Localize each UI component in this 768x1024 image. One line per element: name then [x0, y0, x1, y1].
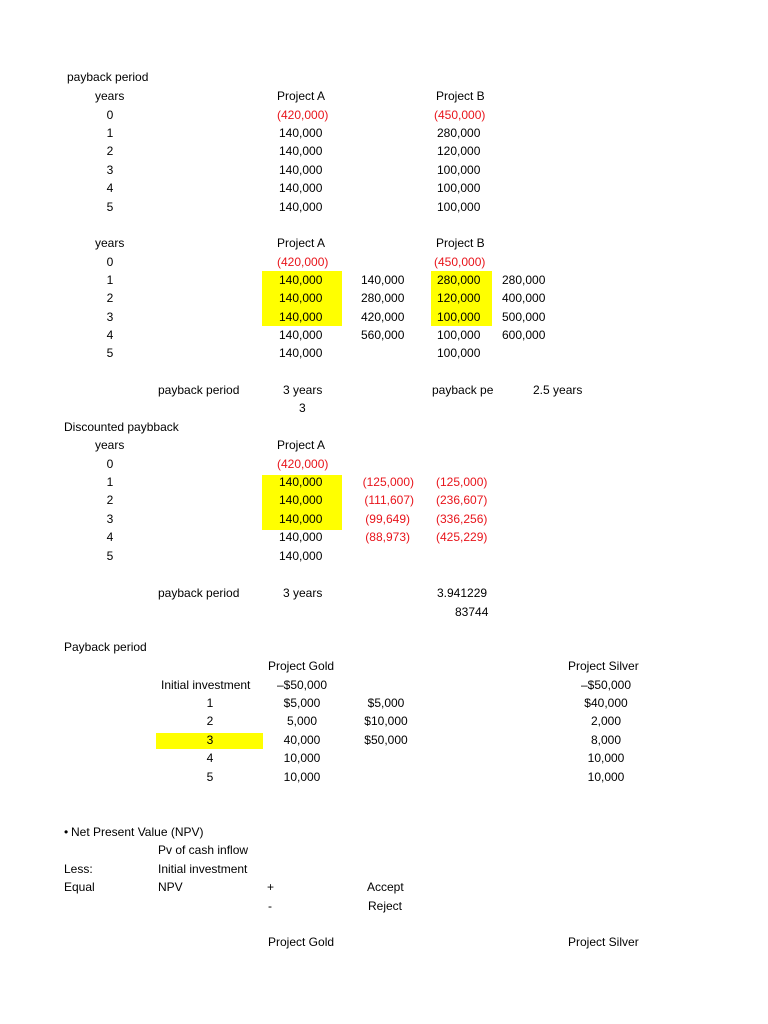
- year-cell: 4: [106, 530, 114, 544]
- project-silver-cell: 10,000: [587, 770, 625, 784]
- bullet-icon: •: [64, 825, 69, 839]
- pv-cash-inflow-label: Pv of cash inflow: [158, 843, 249, 857]
- project-gold-cell: 10,000: [283, 770, 321, 784]
- cumulative-pv-cell: (125,000): [436, 475, 488, 489]
- project-gold-cumulative: $50,000: [364, 733, 408, 747]
- cumulative-pv-cell: (236,607): [436, 493, 488, 507]
- project-a-cell: 140,000: [279, 346, 323, 360]
- year-cell: 3: [106, 163, 114, 177]
- present-value-cell: (88,973): [365, 530, 410, 544]
- year-cell: 0: [106, 457, 114, 471]
- project-b-cell: 100,000: [437, 163, 481, 177]
- project-a-cumulative: 560,000: [361, 328, 405, 342]
- present-value-cell: (99,649): [365, 512, 410, 526]
- calculation-value: 3.941229: [437, 586, 488, 600]
- project-gold-cumulative: $5,000: [367, 696, 405, 710]
- project-a-cell: (420,000): [277, 108, 329, 122]
- project-gold-cell: –$50,000: [276, 678, 328, 692]
- year-cell: 1: [106, 273, 114, 287]
- years-header: years: [95, 438, 125, 452]
- project-a-cell: 140,000: [279, 200, 323, 214]
- initial-investment-label: Initial investment: [158, 862, 248, 876]
- project-gold-header: Project Gold: [268, 659, 335, 673]
- project-silver-cell: $40,000: [584, 696, 628, 710]
- accept-label: Accept: [367, 880, 404, 894]
- row-label: 1: [206, 696, 214, 710]
- year-cell: 0: [106, 255, 114, 269]
- cumulative-pv-cell: (425,229): [436, 530, 488, 544]
- payback-period-b-label: payback pe: [432, 383, 494, 397]
- project-gold-cell: 40,000: [283, 733, 321, 747]
- years-header: years: [95, 236, 125, 250]
- project-silver-header: Project Silver: [568, 935, 639, 949]
- project-a-cell: 140,000: [279, 126, 323, 140]
- year-cell: 4: [106, 181, 114, 195]
- project-a-cell: (420,000): [277, 457, 329, 471]
- project-silver-cell: 10,000: [587, 751, 625, 765]
- row-label: Initial investment: [161, 678, 251, 692]
- npv-label: NPV: [158, 880, 183, 894]
- project-b-cell: 100,000: [437, 181, 481, 195]
- project-a-cell: 140,000: [279, 512, 323, 526]
- year-cell: 1: [106, 126, 114, 140]
- minus-sign: -: [268, 899, 272, 913]
- year-cell: 2: [106, 144, 114, 158]
- calculation-value-continued: 83744: [455, 605, 489, 619]
- section-title: Payback period: [64, 640, 147, 654]
- payback-period-a-number: 3: [299, 401, 306, 415]
- year-cell: 2: [106, 291, 114, 305]
- year-cell: 5: [106, 549, 114, 563]
- project-silver-header: Project Silver: [568, 659, 639, 673]
- section-title: Discounted paybback: [64, 420, 179, 434]
- year-cell: 2: [106, 493, 114, 507]
- project-a-header: Project A: [277, 236, 326, 250]
- years-header: years: [95, 89, 125, 103]
- project-b-cell: (450,000): [434, 108, 486, 122]
- row-label: 3: [206, 733, 214, 747]
- project-b-cumulative: 400,000: [502, 291, 546, 305]
- project-b-cell: 120,000: [437, 291, 481, 305]
- payback-period-label: payback period: [158, 586, 240, 600]
- project-a-cell: 140,000: [279, 181, 323, 195]
- project-a-cumulative: 140,000: [361, 273, 405, 287]
- year-cell: 0: [106, 108, 114, 122]
- cumulative-pv-cell: (336,256): [436, 512, 488, 526]
- project-a-cell: 140,000: [279, 530, 323, 544]
- project-b-cumulative: 500,000: [502, 310, 546, 324]
- plus-sign: +: [267, 880, 275, 894]
- project-b-cumulative: 600,000: [502, 328, 546, 342]
- project-b-cell: (450,000): [434, 255, 486, 269]
- project-gold-cumulative: $10,000: [364, 714, 408, 728]
- project-b-cell: 280,000: [437, 126, 481, 140]
- project-gold-cell: 10,000: [283, 751, 321, 765]
- year-cell: 4: [106, 328, 114, 342]
- project-b-cell: 100,000: [437, 200, 481, 214]
- project-gold-header: Project Gold: [268, 935, 335, 949]
- row-label: 2: [206, 714, 214, 728]
- year-cell: 5: [106, 200, 114, 214]
- project-b-cell: 100,000: [437, 346, 481, 360]
- year-cell: 5: [106, 346, 114, 360]
- section-title: payback period: [67, 70, 149, 84]
- project-a-cell: 140,000: [279, 291, 323, 305]
- payback-period-a: 3 years: [283, 383, 323, 397]
- project-gold-cell: 5,000: [286, 714, 318, 728]
- project-b-cell: 120,000: [437, 144, 481, 158]
- project-a-cumulative: 280,000: [361, 291, 405, 305]
- project-silver-cell: –$50,000: [580, 678, 632, 692]
- year-cell: 3: [106, 310, 114, 324]
- row-label: 5: [206, 770, 214, 784]
- row-label: 4: [206, 751, 214, 765]
- project-silver-cell: 2,000: [590, 714, 622, 728]
- project-a-header: Project A: [277, 89, 326, 103]
- present-value-cell: (111,607): [364, 493, 414, 507]
- project-a-cell: 140,000: [279, 475, 323, 489]
- project-a-cell: 140,000: [279, 310, 323, 324]
- project-a-cell: 140,000: [279, 493, 323, 507]
- payback-period-b: 2.5 years: [533, 383, 583, 397]
- project-a-cell: 140,000: [279, 273, 323, 287]
- reject-label: Reject: [368, 899, 403, 913]
- project-b-header: Project B: [436, 89, 485, 103]
- project-b-cumulative: 280,000: [502, 273, 546, 287]
- payback-period-label: payback period: [158, 383, 240, 397]
- project-b-header: Project B: [436, 236, 485, 250]
- project-b-cell: 100,000: [437, 310, 481, 324]
- present-value-cell: (125,000): [362, 475, 414, 489]
- less-label: Less:: [64, 862, 93, 876]
- project-b-cell: 280,000: [437, 273, 481, 287]
- project-a-cell: 140,000: [279, 163, 323, 177]
- project-b-cell: 100,000: [437, 328, 481, 342]
- project-a-cumulative: 420,000: [361, 310, 405, 324]
- project-a-cell: 140,000: [279, 328, 323, 342]
- project-a-header: Project A: [277, 438, 326, 452]
- project-silver-cell: 8,000: [590, 733, 622, 747]
- section-title: Net Present Value (NPV): [71, 825, 204, 839]
- year-cell: 1: [106, 475, 114, 489]
- project-a-cell: 140,000: [279, 144, 323, 158]
- project-gold-cell: $5,000: [283, 696, 321, 710]
- project-a-cell: (420,000): [277, 255, 329, 269]
- project-a-cell: 140,000: [279, 549, 323, 563]
- payback-period-value: 3 years: [283, 586, 323, 600]
- year-cell: 3: [106, 512, 114, 526]
- equal-label: Equal: [64, 880, 95, 894]
